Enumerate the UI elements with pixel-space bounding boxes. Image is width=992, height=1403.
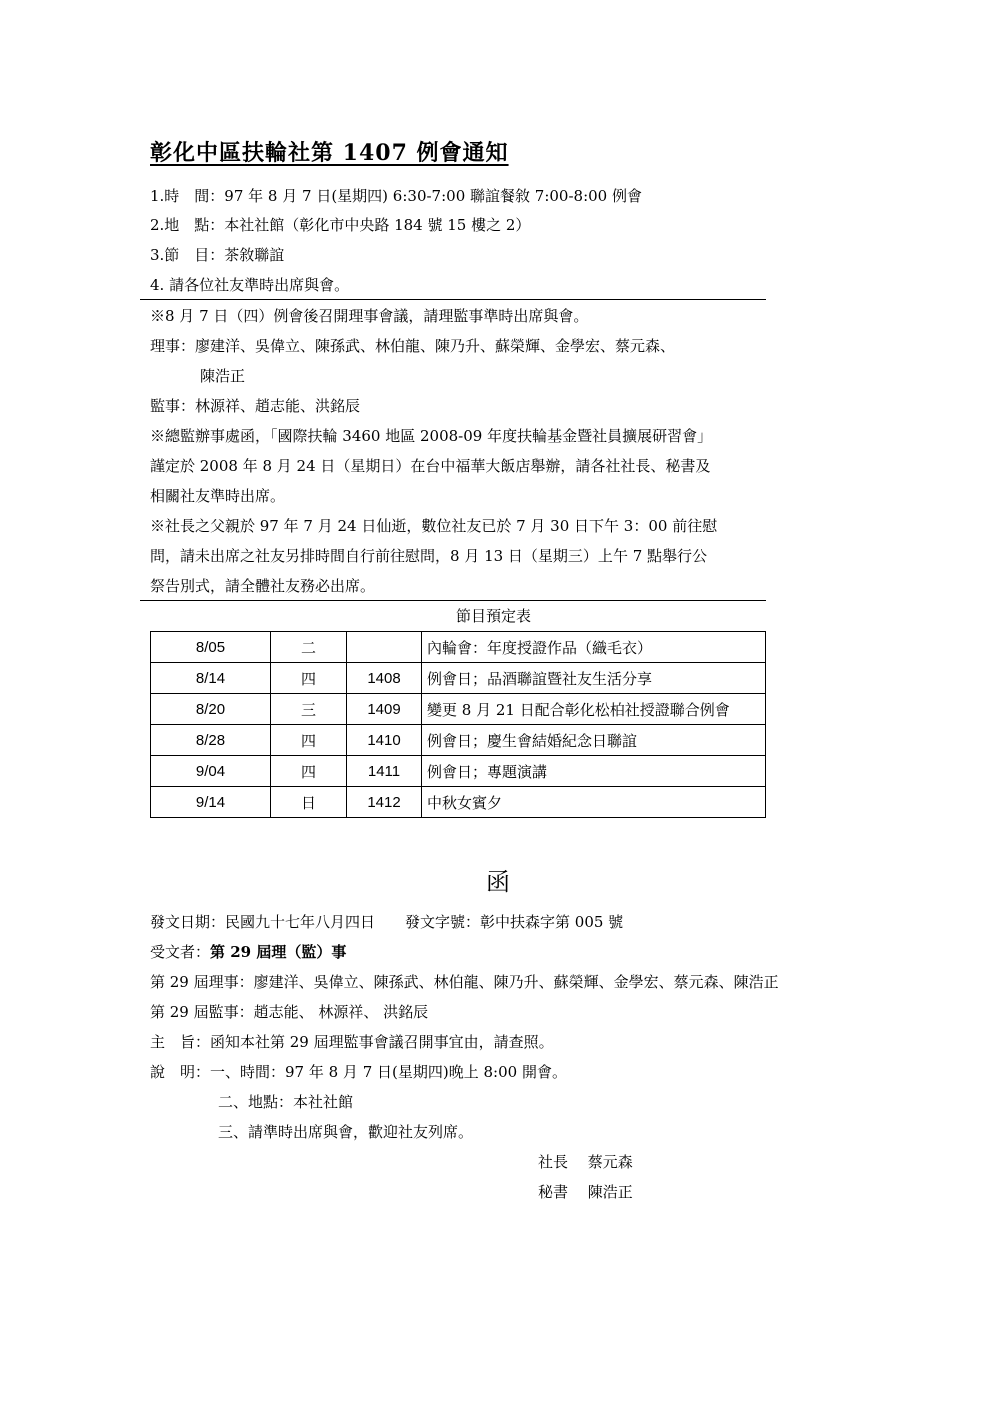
seminar-note-line3: 相關社友準時出席。 bbox=[150, 487, 286, 505]
schedule-date: 9/04 bbox=[151, 756, 271, 787]
divider-top bbox=[140, 299, 766, 300]
directors-list: 理事：廖建洋、吳偉立、陳孫武、林伯龍、陳乃升、蘇榮輝、金學宏、蔡元森、 bbox=[150, 337, 676, 355]
table-row bbox=[151, 632, 766, 663]
schedule-weekday: 四 bbox=[271, 756, 347, 787]
directors-list-cont: 陳浩正 bbox=[200, 367, 246, 385]
schedule-weekday: 日 bbox=[271, 787, 347, 818]
supervisors-list: 監事：林源祥、趙志能、洪銘辰 bbox=[150, 397, 361, 415]
seminar-note-line2: 謹定於 2008 年 8 月 24 日（星期日）在台中福華大飯店舉辦，請各社社長、秘書及 bbox=[150, 457, 711, 475]
table-row bbox=[151, 663, 766, 694]
signature-president: 社長 蔡元森 bbox=[538, 1153, 633, 1171]
schedule-description: 例會日；專題演講 bbox=[422, 756, 766, 787]
schedule-meeting-number: 1408 bbox=[347, 663, 422, 694]
schedule-meeting-number: 1412 bbox=[347, 787, 422, 818]
notice-title: 彰化中區扶輪社第 1407 例會通知 bbox=[150, 140, 509, 166]
notice-time: 1.時 間：97 年 8 月 7 日(星期四) 6:30-7:00 聯誼餐敘 7:00-8:00 例會 bbox=[150, 187, 642, 205]
schedule-meeting-number: 1411 bbox=[347, 756, 422, 787]
condolence-note-line2: 問，請未出席之社友另排時間自行前往慰問，8 月 13 日（星期三）上午 7 點舉行公 bbox=[150, 547, 708, 565]
letter-recipient-label: 受文者： bbox=[150, 943, 211, 961]
schedule-weekday: 二 bbox=[271, 632, 347, 663]
schedule-date: 8/05 bbox=[151, 632, 271, 663]
schedule-date: 8/28 bbox=[151, 725, 271, 756]
schedule-meeting-number: 1409 bbox=[347, 694, 422, 725]
letter-subject: 主 旨：函知本社第 29 屆理監事會議召開事宜由，請查照。 bbox=[150, 1033, 554, 1051]
schedule-date: 8/20 bbox=[151, 694, 271, 725]
schedule-caption: 節目預定表 bbox=[456, 607, 532, 625]
letter-explanation-1: 說 明：一、時間：97 年 8 月 7 日(星期四)晚上 8:00 開會。 bbox=[150, 1063, 567, 1081]
divider-bottom bbox=[140, 600, 766, 601]
schedule-weekday: 四 bbox=[271, 663, 347, 694]
schedule-table bbox=[150, 631, 766, 818]
schedule-meeting-number: 1410 bbox=[347, 725, 422, 756]
letter-supervisors: 第 29 屆監事：趙志能、 林源祥、 洪銘辰 bbox=[150, 1003, 429, 1021]
notice-place: 2.地 點：本社社館（彰化市中央路 184 號 15 樓之 2） bbox=[150, 216, 531, 234]
letter-explanation-2: 二、地點：本社社館 bbox=[218, 1093, 354, 1111]
seminar-note-line1: ※總監辦事處函，「國際扶輪 3460 地區 2008-09 年度扶輪基金暨社員擴展研習會」 bbox=[150, 427, 713, 445]
schedule-date: 8/14 bbox=[151, 663, 271, 694]
letter-recipient: 第 29 屆理（監）事 bbox=[210, 943, 347, 961]
schedule-weekday: 四 bbox=[271, 725, 347, 756]
letter-recipient-line bbox=[150, 942, 346, 962]
schedule-weekday: 三 bbox=[271, 694, 347, 725]
table-row bbox=[151, 756, 766, 787]
schedule-date: 9/14 bbox=[151, 787, 271, 818]
schedule-description: 中秋女賓夕 bbox=[422, 787, 766, 818]
letter-directors: 第 29 屆理事：廖建洋、吳偉立、陳孫武、林伯龍、陳乃升、蘇榮輝、金學宏、蔡元森、陳浩正 bbox=[150, 973, 779, 991]
condolence-note-line3: 祭告別式，請全體社友務必出席。 bbox=[150, 577, 376, 595]
letter-explanation-3: 三、請準時出席與會，歡迎社友列席。 bbox=[218, 1123, 474, 1141]
notice-program: 3.節 目：茶敘聯誼 bbox=[150, 246, 285, 264]
condolence-note-line1: ※社長之父親於 97 年 7 月 24 日仙逝，數位社友已於 7 月 30 日下午 3：00 前往慰 bbox=[150, 517, 718, 535]
signature-secretary: 秘書 陳浩正 bbox=[538, 1183, 633, 1201]
schedule-description: 變更 8 月 21 日配合彰化松柏社授證聯合例會 bbox=[422, 694, 766, 725]
schedule-description: 例會日；慶生會結婚紀念日聯誼 bbox=[422, 725, 766, 756]
schedule-meeting-number bbox=[347, 632, 422, 663]
letter-heading: 函 bbox=[486, 868, 510, 896]
letter-date-and-ref: 發文日期：民國九十七年八月四日 發文字號：彰中扶森字第 005 號 bbox=[150, 913, 624, 931]
table-row bbox=[151, 694, 766, 725]
board-meeting-note: ※8 月 7 日（四）例會後召開理事會議，請理監事準時出席與會。 bbox=[150, 307, 589, 325]
schedule-description: 內輪會：年度授證作品（織毛衣） bbox=[422, 632, 766, 663]
table-row bbox=[151, 725, 766, 756]
table-row bbox=[151, 787, 766, 818]
notice-attendance: 4. 請各位社友準時出席與會。 bbox=[150, 276, 350, 294]
schedule-description: 例會日；品酒聯誼暨社友生活分享 bbox=[422, 663, 766, 694]
